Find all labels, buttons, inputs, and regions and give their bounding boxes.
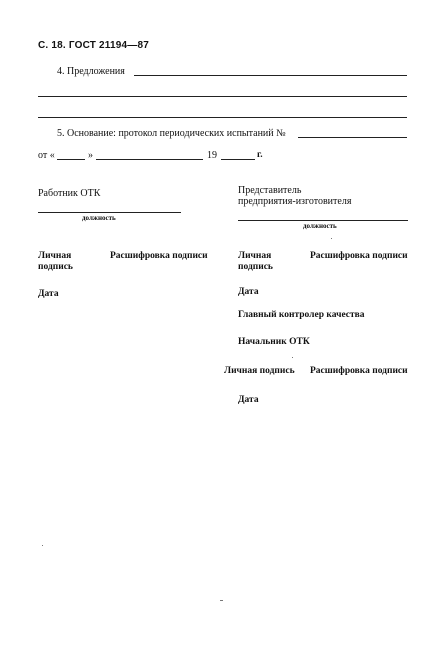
otk-worker-signature-decoding: Расшифровка подписи — [110, 251, 208, 261]
chief-quality-controller-label: Главный контролер качества — [238, 310, 365, 320]
scan-speck — [331, 238, 332, 239]
date-year-prefix: 19 — [207, 150, 217, 161]
manufacturer-rep-title-2: предприятия-изготовителя — [238, 196, 352, 207]
date-month-line — [96, 159, 203, 160]
otk-worker-position-caption: должность — [82, 214, 116, 222]
date-from-label: от « — [38, 150, 55, 161]
item-5-label: 5. Основание: протокол периодических испытаний № — [57, 128, 286, 139]
manufacturer-rep-date-label: Дата — [238, 287, 259, 297]
item-4-fill-line — [134, 75, 407, 76]
scan-speck — [292, 357, 293, 358]
manufacturer-rep-title-1: Представитель — [238, 185, 302, 196]
head-otk-personal-signature: Личная подпись — [224, 366, 295, 376]
otk-worker-title: Работник ОТК — [38, 188, 101, 199]
page-header: С. 18. ГОСТ 21194—87 — [38, 40, 150, 51]
item-4-label: 4. Предложения — [57, 66, 125, 77]
otk-worker-personal-signature-1: Личная — [38, 251, 72, 261]
date-day-line — [57, 159, 85, 160]
item-4-fill-line-3 — [38, 117, 407, 118]
date-year-line — [221, 159, 255, 160]
final-date-label: Дата — [238, 395, 259, 405]
head-otk-signature-decoding: Расшифровка подписи — [310, 366, 408, 376]
otk-worker-date-label: Дата — [38, 289, 59, 299]
manufacturer-rep-position-line — [238, 220, 408, 221]
head-otk-label: Начальник ОТК — [238, 337, 310, 347]
otk-worker-personal-signature-2: подпись — [38, 262, 73, 272]
otk-worker-position-line — [38, 212, 181, 213]
manufacturer-rep-position-caption: должность — [303, 222, 337, 230]
manufacturer-rep-signature-decoding: Расшифровка подписи — [310, 251, 408, 261]
item-4-fill-line-2 — [38, 96, 407, 97]
scan-speck — [42, 545, 43, 546]
date-quote-close: » — [88, 150, 93, 161]
scan-speck — [220, 600, 223, 601]
date-year-suffix: г. — [257, 150, 263, 160]
manufacturer-rep-personal-signature-1: Личная — [238, 251, 272, 261]
manufacturer-rep-personal-signature-2: подпись — [238, 262, 273, 272]
protocol-number-line — [298, 137, 407, 138]
